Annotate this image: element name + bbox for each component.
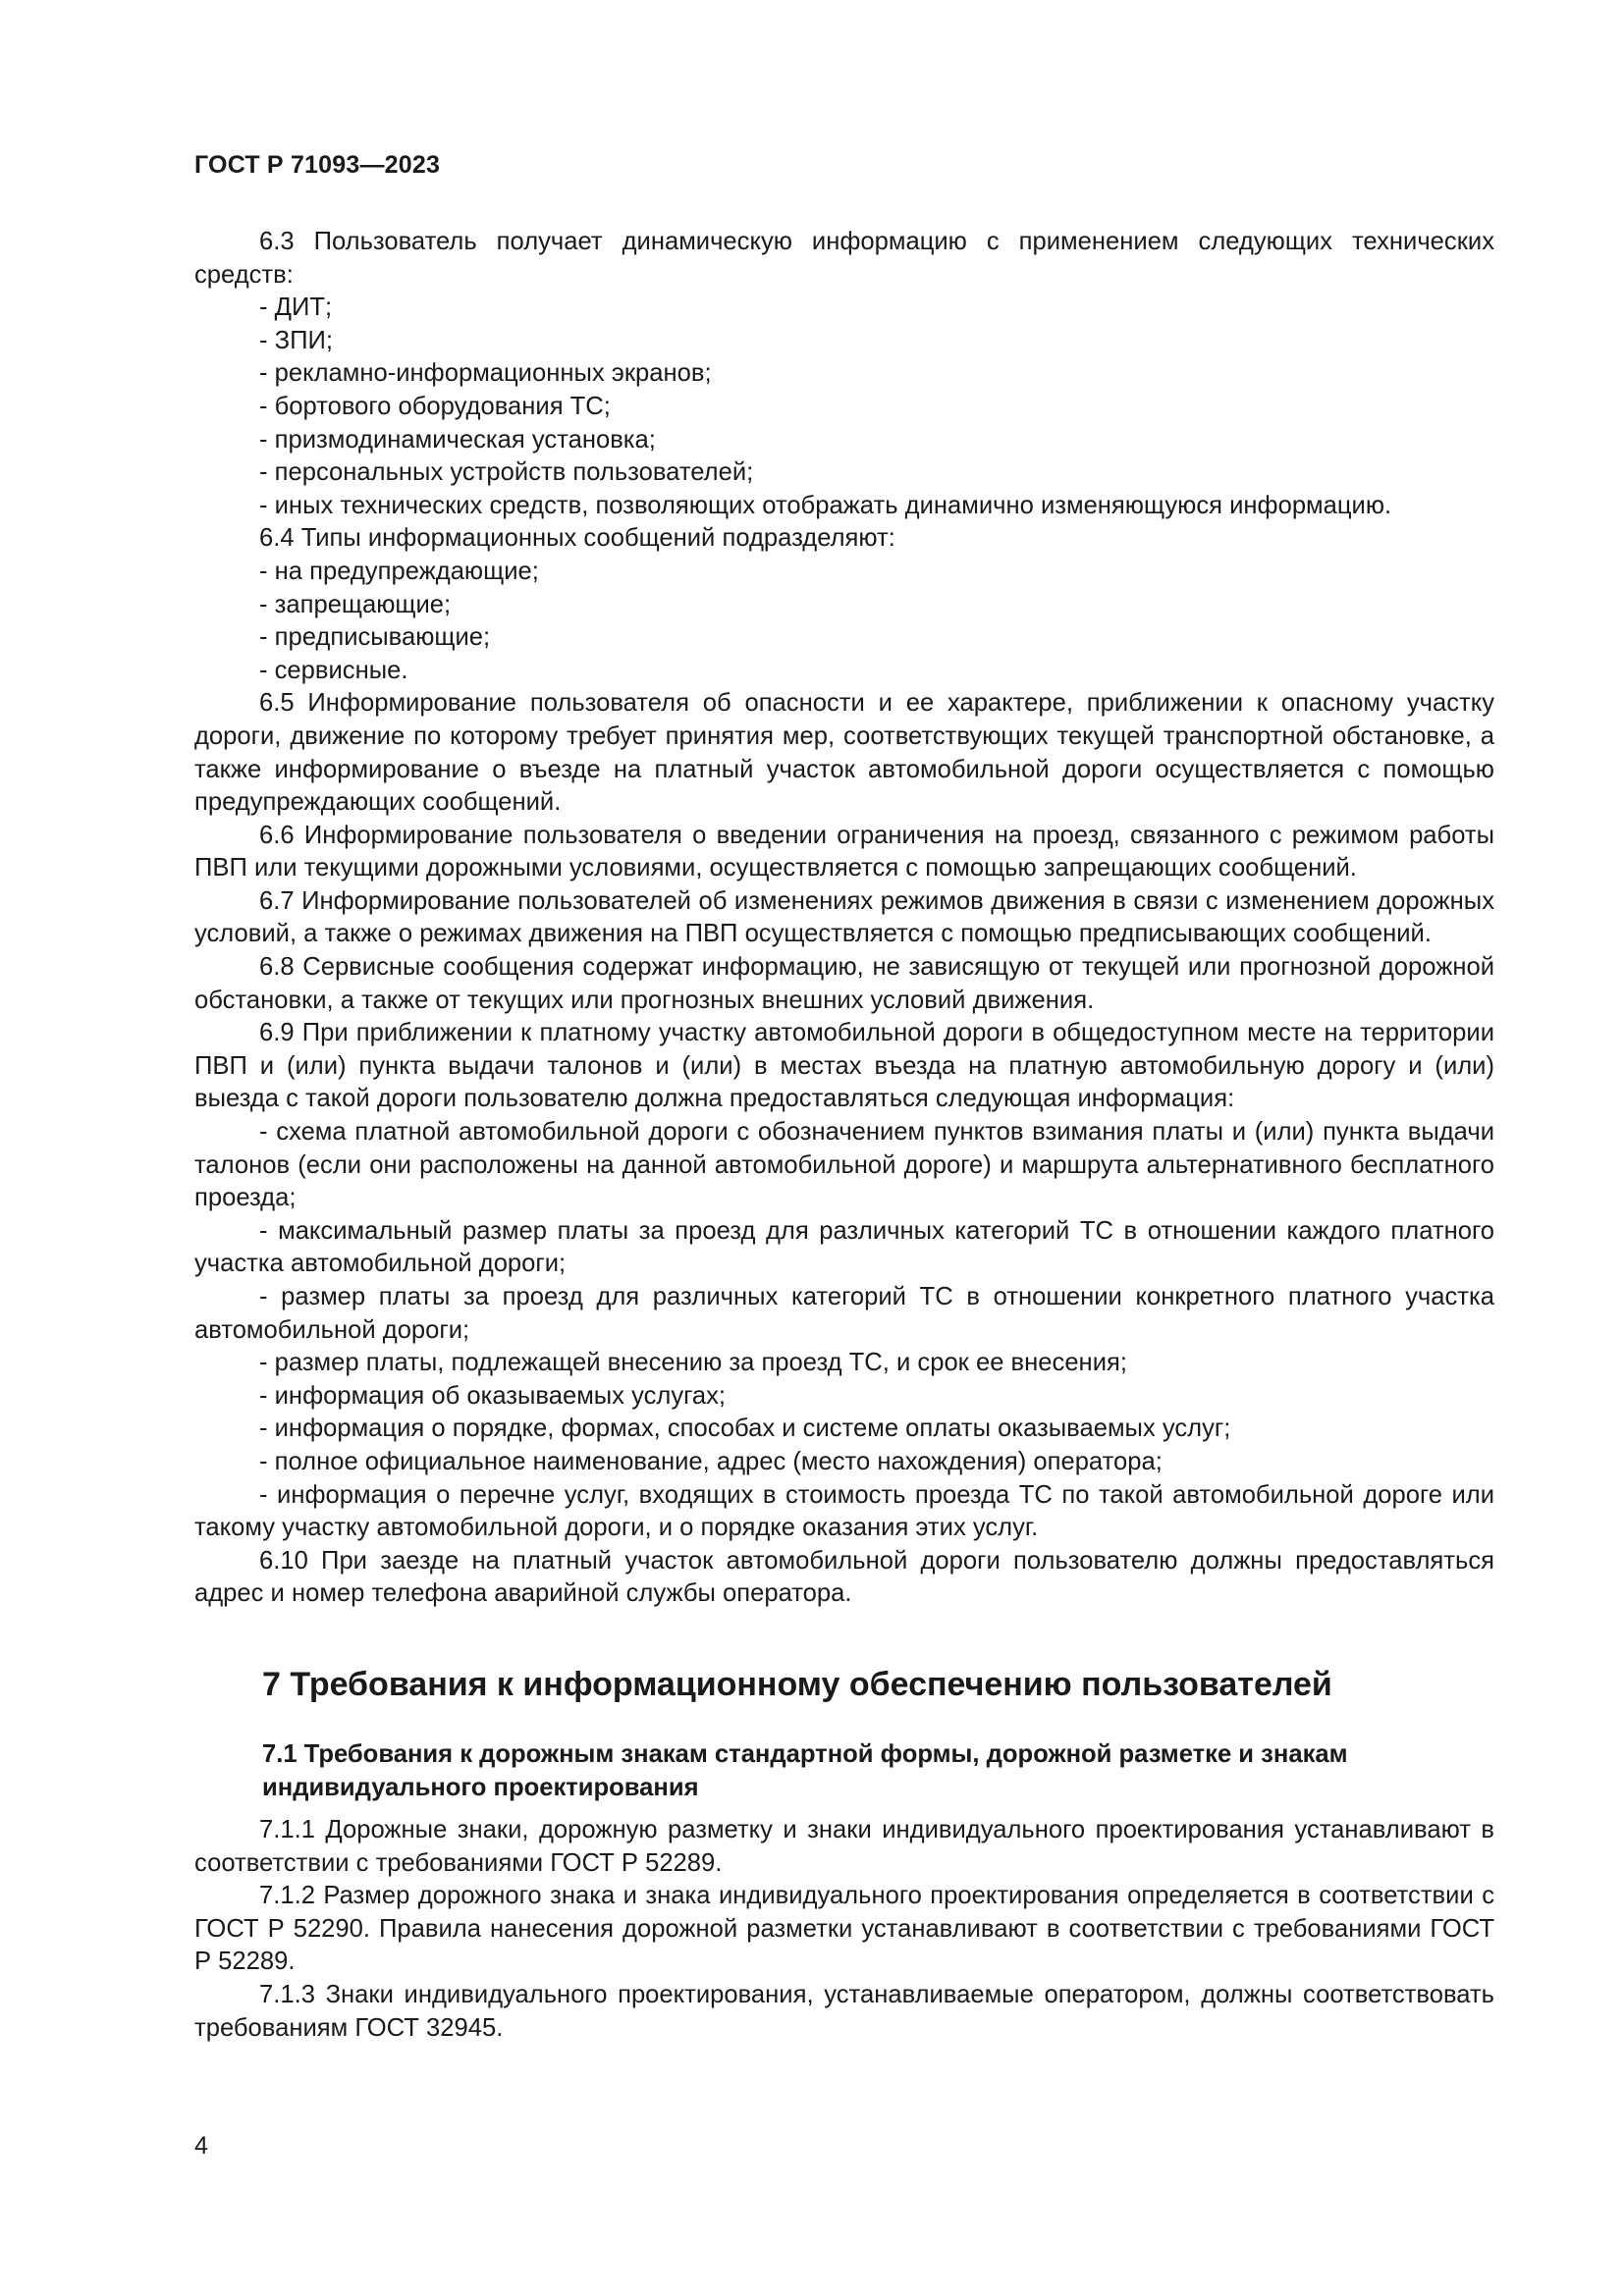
list-item: - на предупреждающие;: [259, 557, 539, 585]
list-item: - максимальный размер платы за проезд для различных категорий ТС в отношении каждого платного участка автомобильной дороги;: [194, 1216, 1494, 1278]
list-item: - информация о порядке, формах, способах и системе оплаты оказываемых услуг;: [259, 1415, 1231, 1443]
list-item: - персональных устройств пользователей;: [259, 458, 754, 487]
list-item: - бортового оборудования ТС;: [259, 392, 611, 420]
list-item: - рекламно-информационных экранов;: [259, 359, 712, 388]
paragraph-6-3: 6.3 Пользователь получает динамическую информацию с применением следующих технических средств:: [194, 228, 1494, 289]
list-item: - сервисные.: [259, 656, 408, 684]
section-7-heading: 7 Требования к информационному обеспечению пользователей: [262, 1666, 1332, 1703]
list-item: - схема платной автомобильной дороги с обозначением пунктов взимания платы и (или) пункта выдачи талонов (если они расположены на данной автомобильной дороге) и маршрута альтернативного бесплатного проезда;: [194, 1118, 1494, 1212]
paragraph-6-8: 6.8 Сервисные сообщения содержат информацию, не зависящую от текущей или прогнозной дорожной обстановки, а также от текущих или прогнозных внешних условий движения.: [194, 953, 1494, 1014]
paragraph-6-10: 6.10 При заезде на платный участок автомобильной дороги пользователю должны предоставляться адрес и номер телефона аварийной службы оператора.: [194, 1546, 1494, 1608]
section-6-body: [194, 226, 1494, 1611]
paragraph-6-6: 6.6 Информирование пользователя о введении ограничения на проезд, связанного с режимом работы ПВП или текущими дорожными условиями, осуществляется с помощью запрещающих сообщений.: [194, 821, 1494, 882]
list-item: - ЗПИ;: [259, 326, 333, 354]
list-item: - запрещающие;: [259, 590, 452, 618]
paragraph-6-7: 6.7 Информирование пользователей об изменениях режимов движения в связи с изменением дорожных условий, а также о режимах движения на ПВП осуществляется с помощью предписывающих сообщений.: [194, 886, 1494, 948]
paragraph-6-4: 6.4 Типы информационных сообщений подразделяют:: [259, 524, 895, 553]
paragraph-7-1-1: 7.1.1 Дорожные знаки, дорожную разметку и знаки индивидуального проектирования устанавливают в соответствии с требованиями ГОСТ Р 52289.: [194, 1816, 1494, 1877]
list-item: - ДИТ;: [259, 294, 333, 322]
subsection-7-1-heading: 7.1 Требования к дорожным знакам стандартной формы, дорожной разметке и знакам индивидуального проектирования: [262, 1740, 1348, 1801]
paragraph-6-9: 6.9 При приближении к платному участку автомобильной дороги в общедоступном месте на территории ПВП и (или) пункта выдачи талонов и (или) в местах въезда на платную автомобильную дорогу и (или) выезда с такой дороги пользователю должна предоставляться следующая информация:: [194, 1019, 1494, 1113]
paragraph-7-1-2: 7.1.2 Размер дорожного знака и знака индивидуального проектирования определяется в соответствии с ГОСТ Р 52290. Правила нанесения дорожной разметки устанавливают в соответствии с требованиями ГОСТ Р 52289.: [194, 1882, 1494, 1976]
page-number: 4: [194, 2132, 208, 2160]
paragraph-7-1-3: 7.1.3 Знаки индивидуального проектирования, устанавливаемые оператором, должны соответствовать требованиям ГОСТ 32945.: [194, 1980, 1494, 2042]
list-item: - предписывающие;: [259, 623, 491, 652]
list-item: - информация об оказываемых услугах;: [259, 1381, 727, 1410]
list-item: - информация о перечне услуг, входящих в стоимость проезда ТС по такой автомобильной дороге или такому участку автомобильной дороги, и о порядке оказания этих услуг.: [194, 1480, 1494, 1542]
paragraph-6-5: 6.5 Информирование пользователя об опасности и ее характере, приближении к опасному участку дороги, движение по которому требует принятия мер, соответствующих текущей транспортной обстановке, а также информирование о въезде на платный участок автомобильной дороги осуществляется с помощью предупреждающих сообщений.: [194, 689, 1494, 817]
document-code-header: ГОСТ Р 71093—2023: [194, 151, 441, 179]
list-item: - размер платы, подлежащей внесению за проезд ТС, и срок ее внесения;: [259, 1349, 1127, 1377]
list-item: - иных технических средств, позволяющих отображать динамично изменяющуюся информацию.: [259, 491, 1392, 519]
section-7-body: [194, 1814, 1494, 2045]
list-item: - призмодинамическая установка;: [259, 425, 656, 454]
list-item: - размер платы за проезд для различных категорий ТС в отношении конкретного платного участка автомобильной дороги;: [194, 1283, 1494, 1344]
list-item: - полное официальное наименование, адрес (место нахождения) оператора;: [259, 1447, 1163, 1475]
